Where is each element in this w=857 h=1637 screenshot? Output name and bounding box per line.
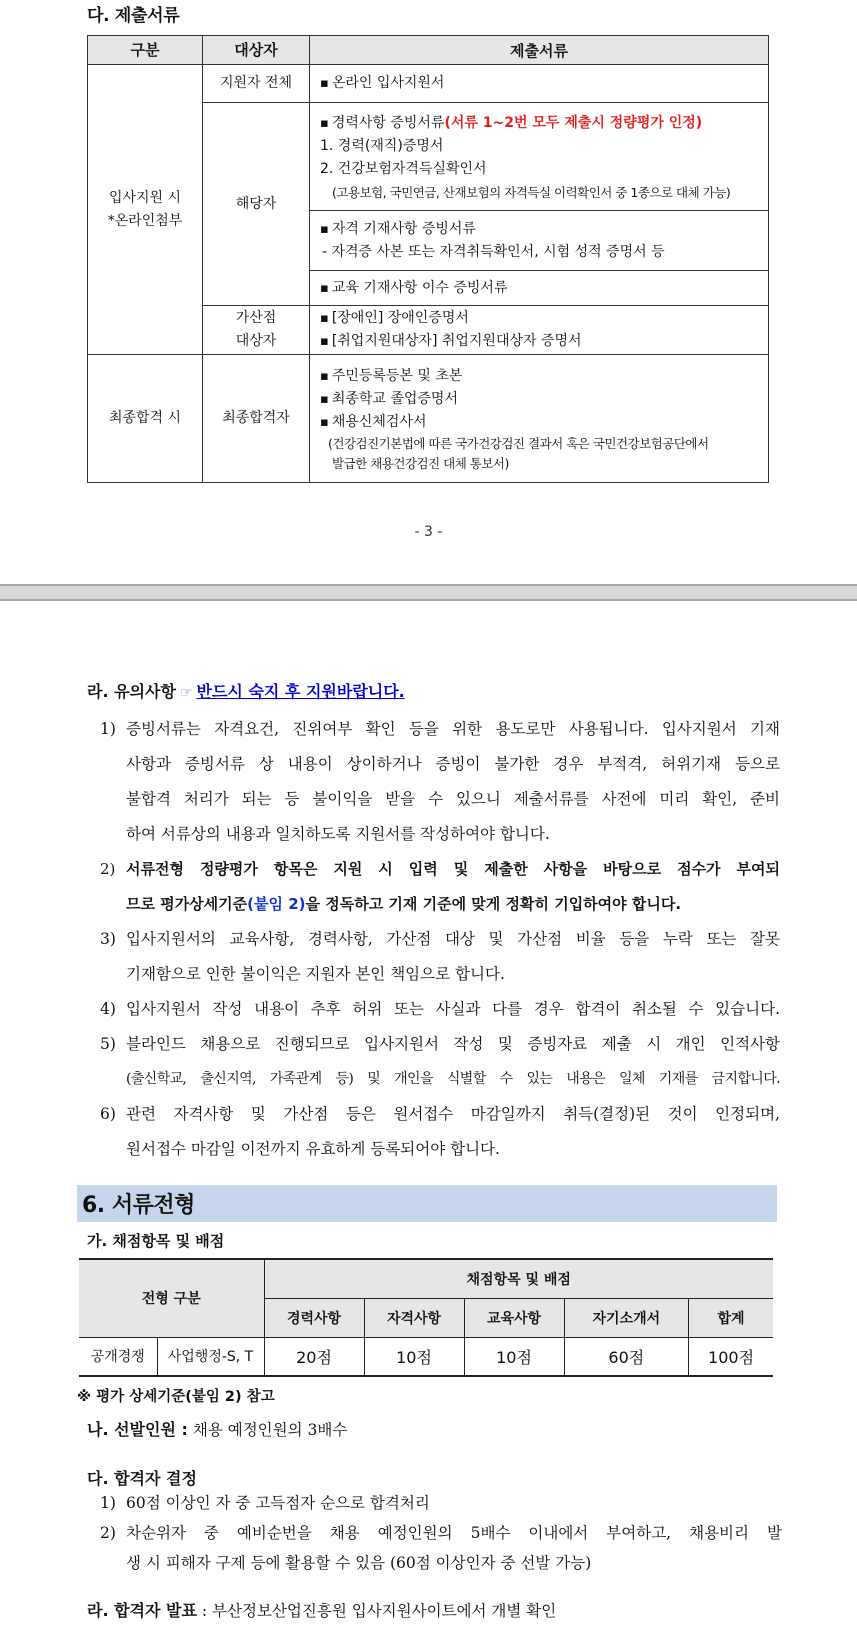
notice-item-4: 4) 입사지원서 작성 내용이 추후 허위 또는 사실과 다를 경우 합격이 취소될 수 있습니다. <box>100 1000 780 1018</box>
doc-cell-license: ▪ 자격 기재사항 증빙서류 - 자격증 사본 또는 자격취득확인서, 시험 성적 증명서 등 <box>310 211 769 271</box>
quantitative-note: (서류 1~2번 모두 제출시 정량평가 인정) <box>444 114 703 131</box>
header-documents: 제출서류 <box>310 36 769 65</box>
section-6-title: 6. 서류전형 <box>77 1185 777 1222</box>
cell-education-score: 10점 <box>464 1337 564 1376</box>
doc-cell-education: ▪ 교육 기재사항 이수 증빙서류 <box>310 271 769 306</box>
target-bonus: 가산점 대상자 <box>203 306 310 355</box>
table-row <box>88 65 769 103</box>
score-note: ※ 평가 상세기준(붙임 2) 참고 <box>77 1389 275 1405</box>
section-title-submission-docs: 다. 제출서류 <box>87 6 180 26</box>
notice-heading: 라. 유의사항 ☞ 반드시 숙지 후 지원바랍니다. <box>87 682 405 701</box>
target-all: 지원자 전체 <box>203 65 310 103</box>
decision-item-2: 2) 차순위자 중 예비순번을 채용 예정인원의 5배수 이내에서 부여하고, 채용비리 발 생 시 피해자 구제 등에 활용할 수 있음 (60점 이상인자 중 선발 가능) <box>100 1524 782 1572</box>
announcement: 라. 합격자 발표 : 부산정보산업진흥원 입사지원사이트에서 개별 확인 <box>87 1601 557 1620</box>
header-self-intro: 자기소개서 <box>564 1298 689 1337</box>
header-license: 자격사항 <box>364 1298 464 1337</box>
doc-cell-final: ▪ 주민등록등본 및 초본 ▪ 최종학교 졸업증명서 ▪ 채용신체검사서 (건강검진기본법에 따른 국가건강검진 결과서 혹은 국민건강보험공단에서 발급한 채용건강검진 대체 통보서) <box>310 355 769 483</box>
table-header-row <box>79 1259 773 1298</box>
scoring-table <box>79 1258 773 1377</box>
header-education: 교육사항 <box>464 1298 564 1337</box>
group-label-apply: 입사지원 시 *온라인첨부 <box>88 65 203 355</box>
attachment-ref: (붙임 2) <box>247 895 306 913</box>
notice-item-2: 2) 서류전형 정량평가 항목은 지원 시 입력 및 제출한 사항을 바탕으로 점수가 부여되 므로 평가상세기준(붙임 2)을 정독하고 기재 기준에 맞게 정확히 기입하여야 합니다. <box>100 860 780 913</box>
decision-item-1: 1) 60점 이상인 자 중 고득점자 순으로 합격처리 <box>100 1494 430 1512</box>
scoring-title: 가. 채점항목 및 배점 <box>87 1232 225 1250</box>
group-label-final: 최종합격 시 <box>88 355 203 483</box>
table-row <box>79 1337 773 1376</box>
bullet-icon <box>320 414 332 430</box>
pointing-hand-icon: ☞ <box>179 685 193 701</box>
doc-cell-career: ▪ 경력사항 증빙서류(서류 1~2번 모두 제출시 정량평가 인정) 1. 경력(재직)증명서 2. 건강보험자격득실확인서 (고용보험, 국민연금, 산재보험의 자격득실 이력확인서 중 1종으로 대체 가능) <box>310 103 769 211</box>
bullet-icon <box>320 391 332 407</box>
target-final: 최종합격자 <box>203 355 310 483</box>
doc-cell-bonus: ▪ [장애인] 장애인증명서 ▪ [취업지원대상자] 취업지원대상자 증명서 <box>310 306 769 355</box>
header-career: 경력사항 <box>264 1298 364 1337</box>
cell-field: 사업행정-S, T <box>157 1337 264 1376</box>
bullet-icon <box>320 333 332 349</box>
cell-self-intro-score: 60점 <box>564 1337 689 1376</box>
header-category: 구분 <box>88 36 203 65</box>
notice-item-5: 5) 블라인드 채용으로 진행되므로 입사지원서 작성 및 증빙자료 제출 시 개인 인적사항 (출신학교, 출신지역, 가족관계 등) 및 개인을 식별할 수 있는 내용은 일체 기재를 금지합니다. <box>100 1035 780 1087</box>
bullet-icon <box>320 368 332 384</box>
page-divider <box>0 584 857 601</box>
cell-total-score: 100점 <box>689 1337 773 1376</box>
bullet-icon <box>320 221 332 237</box>
table-header-row <box>88 36 769 65</box>
notice-item-1: 1) 증빙서류는 자격요건, 진위여부 확인 등을 위한 용도로만 사용됩니다. 입사지원서 기재 사항과 증빙서류 상 내용이 상이하거나 증빙이 불가한 경우 부적격, 허위기재 등으로 불합격 처리가 되는 등 불이익을 받을 수 있으니 제출서류를 사전에 미리 확인, 준비 하여 서류상의 내용과 일치하도록 지원서를 작성하여야 합니다. <box>100 720 780 843</box>
header-selection-type: 전형 구분 <box>79 1259 264 1337</box>
selection-count: 나. 선발인원 : 채용 예정인원의 3배수 <box>87 1420 348 1439</box>
bullet-icon <box>320 115 332 131</box>
decision-title: 다. 합격자 결정 <box>87 1469 197 1488</box>
header-total: 합계 <box>689 1298 773 1337</box>
cell-type: 공개경쟁 <box>79 1337 157 1376</box>
notice-item-6: 6) 관련 자격사항 및 가산점 등은 원서접수 마감일까지 취득(결정)된 것이 인정되며, 원서접수 마감일 이전까지 유효하게 등록되어야 합니다. <box>100 1105 780 1158</box>
submission-docs-table <box>87 35 769 483</box>
bullet-icon <box>320 280 332 296</box>
header-scoring-items: 채점항목 및 배점 <box>264 1259 773 1298</box>
cell-career-score: 20점 <box>264 1337 364 1376</box>
page-number: - 3 - <box>414 524 443 540</box>
notice-item-3: 3) 입사지원서의 교육사항, 경력사항, 가산점 대상 및 가산점 비율 등을 누락 또는 잘못 기재함으로 인한 불이익은 지원자 본인 책임으로 합니다. <box>100 930 780 983</box>
table-row <box>88 355 769 483</box>
header-target: 대상자 <box>203 36 310 65</box>
bullet-icon <box>320 310 332 326</box>
cell-license-score: 10점 <box>364 1337 464 1376</box>
notice-link[interactable]: 반드시 숙지 후 지원바랍니다. <box>196 682 405 701</box>
doc-cell: ▪ 온라인 입사지원서 <box>310 65 769 103</box>
bullet-icon <box>320 75 332 91</box>
target-applicable: 해당자 <box>203 103 310 306</box>
